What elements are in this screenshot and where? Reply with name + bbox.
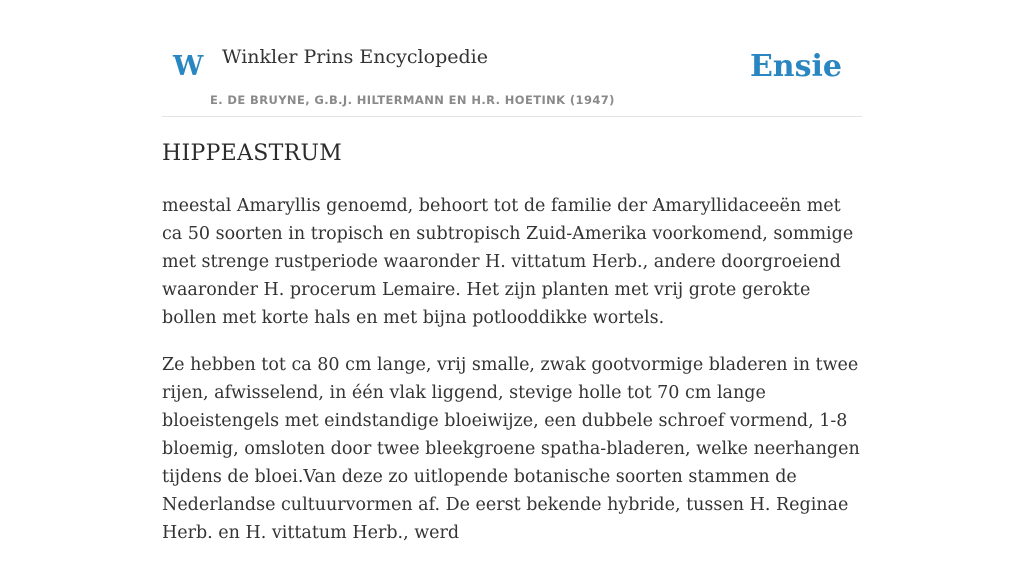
article-title: HIPPEASTRUM [162,141,343,166]
article-paragraph: Ze hebben tot ca 80 cm lange, vrij smalle, zwak gootvormige bladeren in twee rijen, afwisselend, in één vlak liggend, stevige holle tot 70 cm lange bloeistengels met eindstandige bloeiwijze, een dubbele schroef vormend, 1-8 bloemig, omsloten door twee bleekgroene spatha-bladeren, welke neerhangen tijdens de bloei.Van deze zo uitlopende botanische soorten stammen de Nederlandse cultuurvormen af. De eerst bekende hybride, tussen H. Reginae Herb. en H. vittatum Herb., werd [162,355,860,543]
article-paragraph: meestal Amaryllis genoemd, behoort tot de familie der Amaryllidaceeën met ca 50 soorten in tropisch en subtropisch Zuid-Amerika voorkomend, sommige met strenge rustperiode waaronder H. vittatum Herb., andere doorgroeiend waaronder H. procerum Lemaire. Het zijn planten met vrij grote gerokte bollen met korte hals en met bijna potlooddikke wortels. [162,196,854,328]
article-body [162,192,862,566]
winkler-prins-logo[interactable]: W [173,51,204,82]
source-header [162,0,862,117]
source-title[interactable]: Winkler Prins Encyclopedie [222,46,488,68]
source-authors: E. DE BRUYNE, G.B.J. HILTERMANN EN H.R. HOETINK (1947) [210,93,615,107]
article-page [162,0,862,543]
ensie-logo[interactable]: Ensie [749,49,842,84]
